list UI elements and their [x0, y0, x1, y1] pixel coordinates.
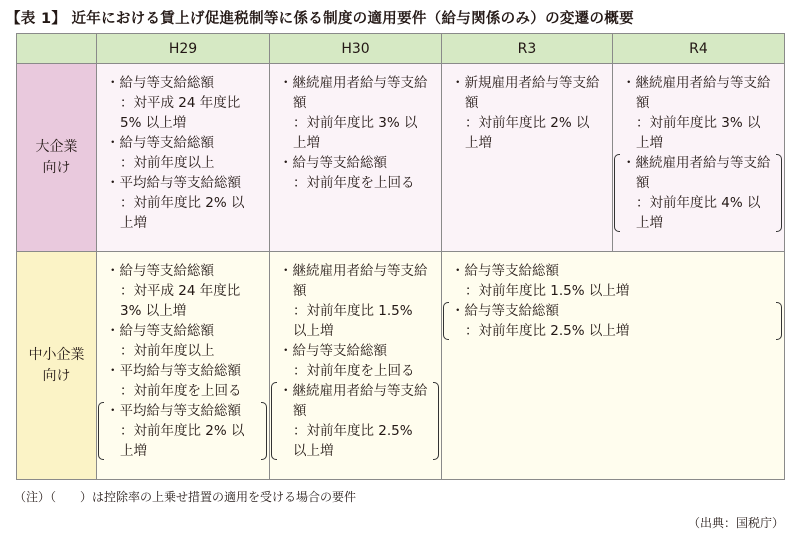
requirement	[106, 261, 265, 321]
requirement-detail: 上増	[120, 215, 147, 231]
footnote: （注）（ ）は控除率の上乗せ措置の適用を受ける場合の要件	[14, 490, 357, 504]
requirement-item: ・給与等支給総額	[451, 263, 559, 279]
bracketed-requirement	[271, 381, 439, 461]
row-sme	[17, 252, 785, 480]
requirement-item: ・給与等支給総額	[279, 343, 387, 359]
requirement-detail: 上増	[120, 443, 147, 459]
requirement-detail: 以上増	[293, 443, 334, 459]
requirement-detail: 上増	[636, 135, 663, 151]
table-title: 【表 1】 近年における賃上げ促進税制等に係る制度の適用要件（給与関係のみ）の変遷の概要	[6, 11, 634, 27]
row-large-enterprise	[17, 64, 785, 252]
requirement-detail: 上増	[465, 135, 492, 151]
cell-large-h30	[270, 64, 442, 252]
cell-large-h29	[97, 64, 270, 252]
requirement	[622, 73, 780, 153]
requirement-item: ・給与等支給総額	[106, 263, 214, 279]
requirement-detail: ：対前年度を上回る	[293, 363, 415, 379]
bracketed-requirement	[614, 153, 782, 233]
requirement-item: ・継続雇用者給与等支給額	[279, 383, 428, 419]
requirement-detail: 以上増	[293, 323, 334, 339]
requirement-detail: ：対平成 24 年度比	[120, 283, 241, 299]
requirement-item: ・平均給与等支給総額	[106, 363, 241, 379]
requirement	[106, 321, 265, 361]
cell-sme-r3-r4	[442, 252, 785, 480]
requirement	[451, 261, 780, 301]
requirement-detail: ：対前年度以上	[120, 343, 215, 359]
requirement-detail: 3% 以上増	[120, 303, 187, 319]
requirement	[279, 73, 437, 153]
requirement-item: ・給与等支給総額	[106, 323, 214, 339]
requirement-detail: ：対前年度比 3% 以	[293, 115, 418, 131]
cell-sme-h30	[270, 252, 442, 480]
requirement-detail: ：対前年度を上回る	[120, 383, 242, 399]
requirement-detail: ：対前年度を上回る	[293, 175, 415, 191]
row-header-large-enterprise: 大企業 向け	[17, 64, 97, 252]
requirement-detail: ：対前年度比 2.5% 以上増	[465, 323, 630, 339]
requirement	[106, 173, 265, 233]
requirement-detail: ：対平成 24 年度比	[120, 95, 241, 111]
requirement-item: ・給与等支給総額	[451, 303, 559, 319]
requirement-item: ・継続雇用者給与等支給額	[622, 75, 771, 111]
row-header-sme: 中小企業 向け	[17, 252, 97, 480]
requirement-detail: 上増	[293, 135, 320, 151]
requirement-item: ・給与等支給総額	[279, 155, 387, 171]
requirement-item: ・継続雇用者給与等支給額	[622, 155, 771, 191]
requirement-item: ・給与等支給総額	[106, 135, 214, 151]
requirement-item: ・新規雇用者給与等支給額	[451, 75, 600, 111]
requirement	[106, 133, 265, 173]
requirement-detail: ：対前年度比 1.5% 以上増	[465, 283, 630, 299]
requirement-item: ・給与等支給総額	[106, 75, 214, 91]
requirement	[279, 261, 437, 341]
requirement-detail: ：対前年度比 3% 以	[636, 115, 761, 131]
column-header-h29: H29	[97, 34, 270, 64]
requirement-item: ・継続雇用者給与等支給額	[279, 75, 428, 111]
requirement-detail: 5% 以上増	[120, 115, 187, 131]
requirement	[279, 341, 437, 381]
cell-sme-h29	[97, 252, 270, 480]
cell-large-r4	[613, 64, 785, 252]
requirements-table	[16, 33, 785, 480]
requirement-item: ・継続雇用者給与等支給額	[279, 263, 428, 299]
cell-large-r3	[442, 64, 613, 252]
requirement-item: ・平均給与等支給総額	[106, 175, 241, 191]
requirement-detail: 上増	[636, 215, 663, 231]
bracketed-requirement	[98, 401, 267, 461]
requirement-detail: ：対前年度比 4% 以	[636, 195, 761, 211]
requirement-item: ・平均給与等支給総額	[106, 403, 241, 419]
requirement-detail: ：対前年度比 2% 以	[120, 423, 245, 439]
column-header-r3: R3	[442, 34, 613, 64]
column-header-h30: H30	[270, 34, 442, 64]
requirement-detail: ：対前年度比 2% 以	[120, 195, 245, 211]
requirement	[279, 153, 437, 193]
requirement	[451, 73, 608, 153]
source-credit: （出典：国税庁）	[687, 516, 784, 530]
requirement-detail: ：対前年度比 2% 以	[465, 115, 590, 131]
corner-cell	[17, 34, 97, 64]
requirement-detail: ：対前年度以上	[120, 155, 215, 171]
column-header-r4: R4	[613, 34, 785, 64]
requirement-detail: ：対前年度比 1.5%	[293, 303, 413, 319]
requirement	[106, 73, 265, 133]
requirement	[106, 361, 265, 401]
header-row	[17, 34, 785, 64]
bracketed-requirement	[443, 301, 782, 341]
requirement-detail: ：対前年度比 2.5%	[293, 423, 413, 439]
